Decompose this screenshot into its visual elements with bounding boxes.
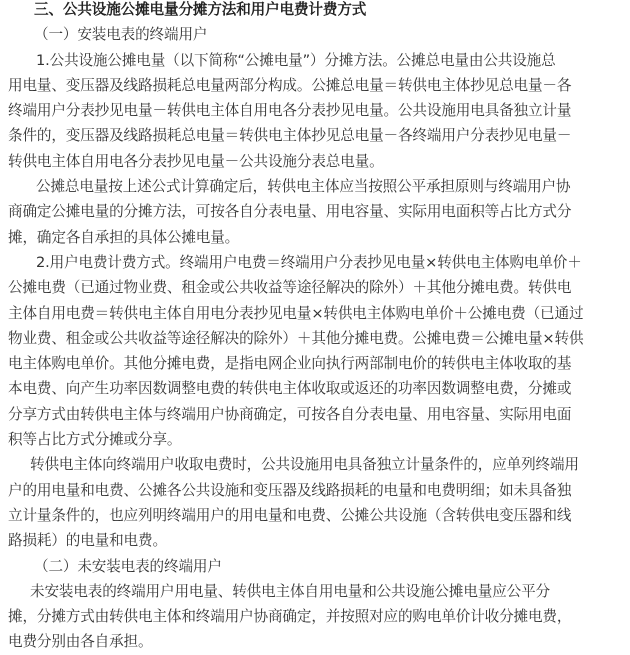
text-line: 未安装电表的终端用户用电量、转供电主体自用电量和公共设施公摊电量应公平分	[30, 582, 550, 600]
text-line: 1.公共设施公摊电量（以下简称“公摊电量”）分摊方法。公摊总电量由公共设施总	[36, 51, 556, 69]
text-line: 用电量、变压器及线路损耗总电量两部分构成。公摊总电量＝转供电主体抄见总电量－各	[8, 76, 572, 94]
text-line: 转供电主体自用电各分表抄见电量－公共设施分表总电量。	[8, 152, 384, 170]
text-line: 路损耗）的电量和电费。	[8, 532, 167, 550]
paragraph-3	[8, 250, 624, 452]
text-line: 摊，确定各自承担的具体公摊电量。	[8, 228, 240, 246]
paragraph-2	[8, 174, 624, 250]
text-line: 积等占比方式分摊或分享。	[8, 431, 182, 449]
text-line: 条件的，变压器及线路损耗总电量＝转供电主体抄见总电量－各终端用户分表抄见电量－	[8, 127, 572, 145]
text-line: 主体自用电费＝转供电主体自用电分表抄见电量×转供电主体购电单价＋公摊电费（已通过	[8, 304, 584, 322]
text-line: 终端用户分表抄见电量－转供电主体自用电各分表抄见电量。公共设施用电具备独立计量	[8, 102, 572, 120]
text-line: 商确定公摊电量的分摊方法，可按各自分表电量、用电容量、实际用电面积等占比方式分	[8, 203, 572, 221]
text-line: 公摊电费（已通过物业费、租金或公共收益等途径解决的除外）＋其他分摊电费。转供电	[8, 279, 572, 297]
subsection-title-2: （二）未安装电表的终端用户	[34, 557, 222, 575]
text-line: 摊，分摊方式由转供电主体和终端用户协商确定，并按照对应的购电单价计收分摊电费，	[8, 608, 572, 626]
text-line: 电费分别由各自承担。	[8, 633, 153, 651]
section-heading: 三、公共设施公摊电量分摊方法和用户电费计费方式	[34, 1, 367, 18]
text-line: 电主体购电单价。其他分摊电费，是指电网企业向执行两部制电价的转供电主体收取的基	[8, 355, 572, 373]
text-line: 本电费、向产生功率因数调整电费的转供电主体收取或返还的功率因数调整电费，分摊或	[8, 380, 572, 398]
text-line: 转供电主体向终端用户收取电费时，公共设施用电具备独立计量条件的，应单列终端用	[30, 456, 579, 474]
text-line: 分享方式由转供电主体与终端用户协商确定，可按各自分表电量、用电容量、实际用电面	[8, 405, 572, 423]
paragraph-5	[8, 579, 624, 655]
text-line: 立计量条件的，也应列明终端用户的用电量和电费、公摊公共设施（含转供电变压器和线	[8, 506, 572, 524]
text-line: 公摊总电量按上述公式计算确定后，转供电主体应当按照公平承担原则与终端用户协	[36, 178, 571, 196]
subsection-title-1: （一）安装电表的终端用户	[34, 26, 208, 44]
text-line: 物业费、租金或公共收益等途径解决的除外）＋其他分摊电费。公摊电费＝公摊电量×转供	[8, 329, 584, 347]
text-line: 2.用户电费计费方式。终端用户电费＝终端用户分表抄见电量×转供电主体购电单价＋	[36, 253, 582, 271]
text-line: 户的用电量和电费、公摊各公共设施和变压器及线路损耗的电量和电费明细；如未具备独	[8, 481, 572, 499]
paragraph-1	[8, 48, 624, 174]
paragraph-4	[8, 452, 624, 553]
